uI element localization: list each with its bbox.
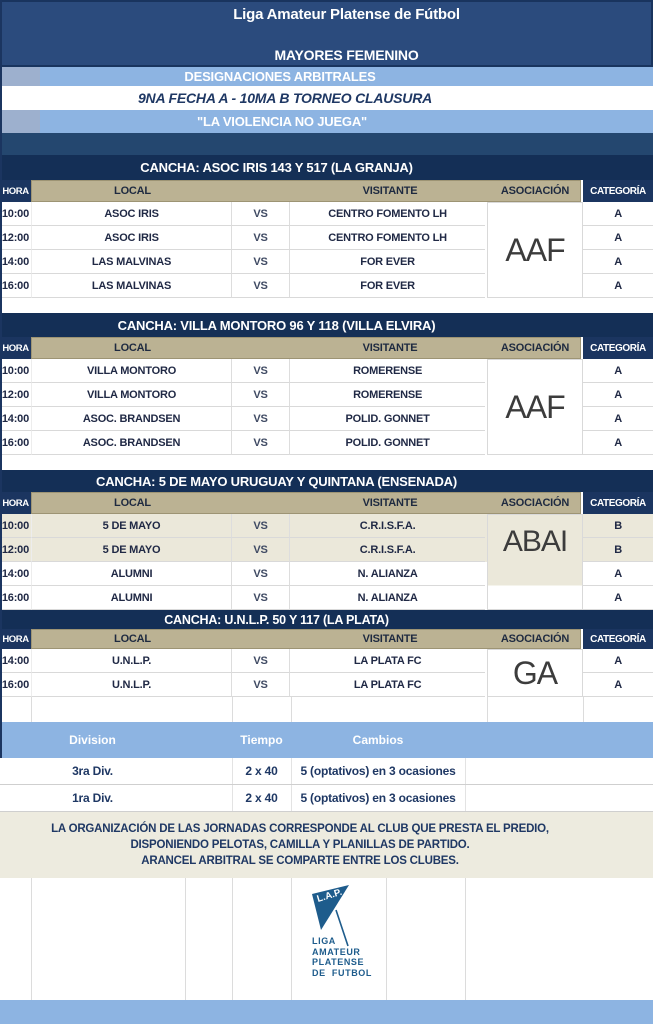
note-line: ARANCEL ARBITRAL SE COMPARTE ENTRE LOS CLUBES.	[141, 855, 459, 867]
categoria-cell: A	[583, 226, 653, 250]
column-header-categoria: CATEGORÍA	[583, 629, 653, 649]
local-team-cell: VILLA MONTORO	[31, 383, 231, 407]
sheet-left-border	[0, 0, 2, 758]
categoria-cell: A	[583, 383, 653, 407]
categoria-cell: A	[583, 274, 653, 298]
venue-rows	[0, 202, 653, 298]
note-line: LA ORGANIZACIÓN DE LAS JORNADAS CORRESPONDE AL CLUB QUE PRESTA EL PREDIO,	[51, 823, 549, 835]
rules-cell: 2 x 40	[245, 764, 278, 778]
fecha-band	[0, 86, 653, 110]
vs-cell: VS	[231, 226, 290, 250]
visitante-team-cell: LA PLATA FC	[290, 649, 485, 673]
venue-rows	[0, 359, 653, 455]
grid-line	[291, 697, 292, 722]
venue-table	[0, 155, 653, 298]
visitante-team-cell: ROMERENSE	[290, 359, 485, 383]
asociacion-merged-cell	[487, 202, 583, 298]
rules-cell: 5 (optativos) en 3 ocasiones	[300, 764, 456, 778]
hora-cell: 14:00	[0, 649, 31, 673]
visitante-team-cell: CENTRO FOMENTO LH	[290, 202, 485, 226]
local-team-cell: VILLA MONTORO	[31, 359, 231, 383]
visitante-team-cell: POLID. GONNET	[290, 407, 485, 431]
visitante-team-cell: FOR EVER	[290, 250, 485, 274]
venue-table	[0, 470, 653, 610]
column-header-asociacion: ASOCIACIÓN	[500, 185, 570, 197]
column-header-hora: HORA	[0, 629, 31, 649]
visitante-team-cell: ROMERENSE	[290, 383, 485, 407]
venue-gap	[0, 455, 653, 470]
vs-cell: VS	[231, 586, 290, 610]
local-team-cell: ASOC IRIS	[31, 226, 231, 250]
asociacion-label: AAF	[505, 231, 565, 268]
column-header-visitante: VISITANTE	[362, 633, 418, 645]
column-header-local: LOCAL	[114, 185, 151, 197]
local-team-cell: ALUMNI	[31, 562, 231, 586]
local-team-cell: U.N.L.P.	[31, 649, 231, 673]
venue-gap	[0, 298, 653, 313]
vs-cell: VS	[231, 431, 290, 455]
venue-column-header	[0, 629, 653, 649]
column-header-categoria: CATEGORÍA	[583, 180, 653, 202]
subtitle-band-leftcell	[2, 67, 40, 86]
hora-cell: 16:00	[0, 673, 31, 697]
grid-line	[185, 878, 186, 1000]
grid-line	[583, 697, 584, 722]
venues-section	[0, 155, 653, 697]
logo-wordmark-line: DE FUTBOL	[312, 967, 372, 978]
lap-flag-text: L.A.P.	[315, 886, 344, 905]
visitante-team-cell: CENTRO FOMENTO LH	[290, 226, 485, 250]
venue-column-header	[0, 180, 653, 202]
venue-table	[0, 610, 653, 697]
hora-cell: 14:00	[0, 562, 31, 586]
subtitle-text: DESIGNACIONES ARBITRALES	[184, 69, 376, 84]
bottom-band	[0, 1000, 653, 1024]
tan-header-band	[31, 629, 581, 649]
rules-cell: 1ra Div.	[72, 791, 113, 805]
local-team-cell: LAS MALVINAS	[31, 274, 231, 298]
column-header-categoria: CATEGORÍA	[583, 492, 653, 514]
rules-cell: 3ra Div.	[72, 764, 113, 778]
vs-cell: VS	[231, 562, 290, 586]
grid-line	[291, 758, 292, 784]
column-header-asociacion: ASOCIACIÓN	[500, 342, 570, 354]
asociacion-merged-cell	[487, 359, 583, 455]
venue-rows	[0, 649, 653, 697]
grid-line	[291, 878, 292, 1000]
hora-cell: 12:00	[0, 383, 31, 407]
categoria-cell: B	[583, 538, 653, 562]
categoria-cell: A	[583, 562, 653, 586]
categoria-cell: A	[583, 586, 653, 610]
local-team-cell: ALUMNI	[31, 586, 231, 610]
rules-row	[0, 785, 653, 812]
logo-wordmark	[312, 936, 372, 978]
rules-header-division: Division	[69, 733, 116, 747]
tan-header-band	[31, 180, 581, 202]
hora-cell: 12:00	[0, 538, 31, 562]
column-header-hora: HORA	[0, 337, 31, 359]
visitante-team-cell: POLID. GONNET	[290, 431, 485, 455]
categoria-cell: A	[583, 649, 653, 673]
column-header-categoria: CATEGORÍA	[583, 337, 653, 359]
slogan-band	[0, 110, 653, 133]
grid-line	[465, 878, 466, 1000]
categoria-cell: A	[583, 407, 653, 431]
header-block	[0, 0, 653, 67]
categoria-cell: A	[583, 202, 653, 226]
empty-grid-row	[0, 697, 653, 722]
rules-cell: 5 (optativos) en 3 ocasiones	[300, 791, 456, 805]
navy-spacer	[0, 133, 653, 155]
cancha-title: CANCHA: ASOC IRIS 143 Y 517 (LA GRANJA)	[0, 155, 653, 180]
grid-line	[386, 878, 387, 1000]
local-team-cell: LAS MALVINAS	[31, 250, 231, 274]
vs-cell: VS	[231, 359, 290, 383]
page-title: Liga Amateur Platense de Fútbol	[233, 6, 460, 23]
cancha-title: CANCHA: VILLA MONTORO 96 Y 118 (VILLA ELVIRA)	[0, 313, 653, 337]
grid-line	[465, 758, 466, 784]
hora-cell: 10:00	[0, 202, 31, 226]
venue-rows	[0, 514, 653, 610]
tan-header-band	[31, 337, 581, 359]
logo-wordmark-line: LIGA	[312, 936, 336, 946]
vs-cell: VS	[231, 274, 290, 298]
column-header-asociacion: ASOCIACIÓN	[500, 633, 570, 645]
rules-row	[0, 758, 653, 785]
rules-table-header	[0, 722, 653, 758]
slogan-text: "LA VIOLENCIA NO JUEGA"	[197, 114, 367, 129]
local-team-cell: ASOC. BRANDSEN	[31, 407, 231, 431]
grid-line	[232, 758, 233, 784]
local-team-cell: ASOC. BRANDSEN	[31, 431, 231, 455]
rules-table-rows	[0, 758, 653, 812]
grid-line	[465, 785, 466, 811]
subtitle-band	[0, 67, 653, 86]
hora-cell: 14:00	[0, 250, 31, 274]
note-line: DISPONIENDO PELOTAS, CAMILLA Y PLANILLAS DE PARTIDO.	[130, 839, 470, 851]
grid-line	[31, 697, 32, 722]
grid-line	[232, 878, 233, 1000]
asociacion-merged-cell	[487, 514, 583, 610]
categoria-cell: A	[583, 431, 653, 455]
column-header-local: LOCAL	[114, 342, 151, 354]
categoria-cell: A	[583, 673, 653, 697]
slogan-band-leftcell	[2, 110, 40, 133]
vs-cell: VS	[231, 673, 290, 697]
asociacion-label: GA	[512, 654, 558, 691]
vs-cell: VS	[231, 407, 290, 431]
organization-note	[0, 812, 653, 878]
column-header-asociacion: ASOCIACIÓN	[500, 497, 570, 509]
categoria-cell: A	[583, 359, 653, 383]
hora-cell: 10:00	[0, 514, 31, 538]
hora-cell: 10:00	[0, 359, 31, 383]
venue-column-header	[0, 492, 653, 514]
visitante-team-cell: C.R.I.S.F.A.	[290, 514, 485, 538]
local-team-cell: ASOC IRIS	[31, 202, 231, 226]
column-header-visitante: VISITANTE	[362, 342, 418, 354]
asociacion-merged-cell	[487, 649, 583, 697]
vs-cell: VS	[231, 202, 290, 226]
visitante-team-cell: N. ALIANZA	[290, 586, 485, 610]
column-header-hora: HORA	[0, 180, 31, 202]
cancha-title: CANCHA: 5 DE MAYO URUGUAY Y QUINTANA (ENSENADA)	[0, 470, 653, 492]
categoria-cell: A	[583, 250, 653, 274]
visitante-team-cell: C.R.I.S.F.A.	[290, 538, 485, 562]
logo-wordmark-line: AMATEUR	[312, 946, 361, 957]
hora-cell: 14:00	[0, 407, 31, 431]
grid-line	[291, 785, 292, 811]
local-team-cell: 5 DE MAYO	[31, 514, 231, 538]
vs-cell: VS	[231, 514, 290, 538]
visitante-team-cell: LA PLATA FC	[290, 673, 485, 697]
hora-cell: 16:00	[0, 586, 31, 610]
vs-cell: VS	[231, 250, 290, 274]
hora-cell: 16:00	[0, 431, 31, 455]
vs-cell: VS	[231, 538, 290, 562]
visitante-team-cell: N. ALIANZA	[290, 562, 485, 586]
category-title: MAYORES FEMENINO	[274, 47, 419, 63]
grid-line	[232, 785, 233, 811]
rules-cell: 2 x 40	[245, 791, 278, 805]
fecha-text: 9NA FECHA A - 10MA B TORNEO CLAUSURA	[137, 90, 433, 106]
grid-line	[487, 697, 488, 722]
vs-cell: VS	[231, 383, 290, 407]
rules-header-cambios: Cambios	[352, 733, 404, 747]
asociacion-label: AAF	[505, 388, 565, 425]
column-header-local: LOCAL	[114, 633, 151, 645]
asociacion-label: ABAI	[502, 525, 568, 558]
visitante-team-cell: FOR EVER	[290, 274, 485, 298]
hora-cell: 12:00	[0, 226, 31, 250]
grid-line	[31, 878, 32, 1000]
categoria-cell: B	[583, 514, 653, 538]
venue-table	[0, 313, 653, 455]
column-header-visitante: VISITANTE	[362, 185, 418, 197]
local-team-cell: U.N.L.P.	[31, 673, 231, 697]
column-header-hora: HORA	[0, 492, 31, 514]
venue-column-header	[0, 337, 653, 359]
vs-cell: VS	[231, 649, 290, 673]
local-team-cell: 5 DE MAYO	[31, 538, 231, 562]
rules-header-tiempo: Tiempo	[240, 733, 283, 747]
logo-wordmark-line: PLATENSE	[312, 957, 365, 967]
hora-cell: 16:00	[0, 274, 31, 298]
tan-header-band	[31, 492, 581, 514]
logo-area	[0, 878, 653, 1000]
cancha-title: CANCHA: U.N.L.P. 50 Y 117 (LA PLATA)	[0, 610, 653, 629]
column-header-local: LOCAL	[114, 497, 151, 509]
column-header-visitante: VISITANTE	[362, 497, 418, 509]
grid-line	[232, 697, 233, 722]
